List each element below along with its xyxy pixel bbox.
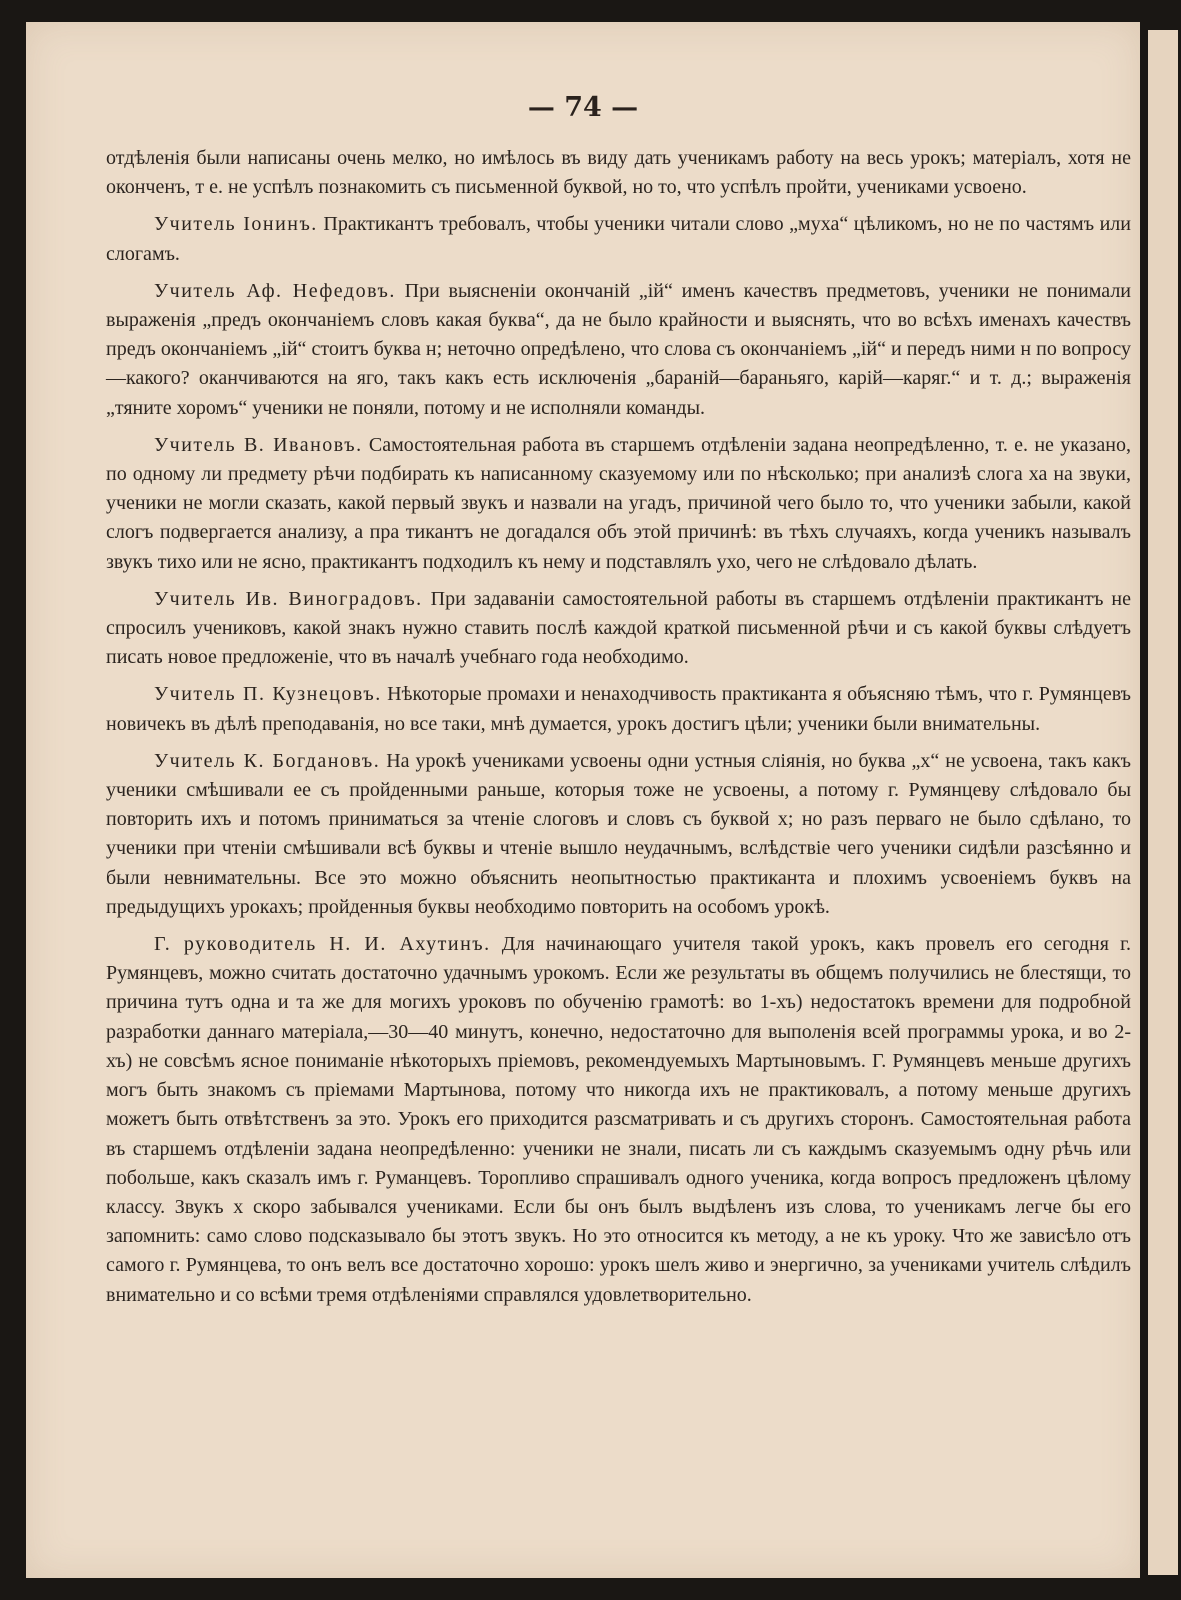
paragraph-2 <box>106 277 1131 423</box>
paragraph-6 <box>106 747 1131 922</box>
paragraph-5 <box>106 680 1131 738</box>
speaker-bogdanov: Учитель К. Богдановъ. <box>154 749 381 772</box>
book-page <box>26 22 1140 1578</box>
speaker-vinogradov: Учитель Ив. Виноградовъ. <box>154 587 423 610</box>
page-number: — 74 — <box>527 92 639 123</box>
paragraph-4-text: При задаваніи самостоятельной работы въ старшемъ отдѣленіи практикантъ не спросилъ учениковъ, какой знакъ нужно ставить послѣ каждой краткой письменной рѣчи и съ какой буквы слѣдуетъ писать новое предложеніе, что въ началѣ учебнаго года необходимо. <box>106 587 1131 669</box>
paragraph-0-text: отдѣленія были написаны очень мелко, но имѣлось въ виду дать ученикамъ работу на весь урокъ; матеріалъ, хотя не оконченъ, т е. не успѣлъ познакомить съ письменной буквой, но то, что успѣлъ пройти, учениками усвоено. <box>106 147 1131 199</box>
paragraph-6-text: На урокѣ учениками усвоены одни устныя слiянія, но буква „х“ не усвоена, такъ какъ ученики смѣшивали ее съ пройденными раньше, которыя тоже не усвоены, а потому г. Румянцеву слѣдовало бы повторить ихъ и потомъ приниматься за чтеніе слоговъ и словъ съ буквой х; но разъ перваго не было сдѣлано, то ученики при чтеніи смѣшивали всѣ буквы и чтеніе вышло неудачнымъ, вслѣдствіе чего ученики сидѣли разсѣянно и были невнимательны. Все это можно объяснить неопытностью практиканта и плохимъ усвоеніемъ буквъ на предыдущихъ урокахъ; пройденныя буквы необходимо повторить на особомъ урокѣ. <box>106 749 1132 918</box>
paragraph-3 <box>106 431 1131 577</box>
next-page-edge <box>1148 30 1178 1575</box>
speaker-ionin: Учитель Іонинъ. <box>154 213 318 236</box>
paragraph-7 <box>106 930 1131 1310</box>
speaker-ivanov: Учитель В. Ивановъ. <box>154 433 363 456</box>
paragraph-5-text: Нѣкоторые промахи и ненаходчивость практиканта я объясняю тѣмъ, что г. Румянцевъ новичекъ въ дѣлѣ преподаванія, но все таки, мнѣ думается, урокъ достигъ цѣли; ученики были внимательны. <box>106 683 1132 735</box>
speaker-akhutin: Г. руководитель Н. И. Ахутинъ. <box>154 933 491 956</box>
paragraph-3-text: Самостоятельная работа въ старшемъ отдѣленіи задана неопредѣленно, т. е. не указано, по одному ли предмету рѣчи подбирать къ написанному сказуемому или по нѣсколько; при анализѣ слога ха на звуки, ученики не могли сказать, какой первый звукъ и назвали на угадъ, причиной чего было то, что ученики забыли, какой слогъ подвергается анализу, а пра тикантъ не догадался объ этой причинѣ: въ тѣхъ случаяхъ, когда ученикъ называлъ звукъ тихо или не ясно, практикантъ подходилъ къ нему и подставлялъ ухо, чего не слѣдовало дѣлать. <box>106 433 1132 573</box>
speaker-kuznetsov: Учитель П. Кузнецовъ. <box>154 683 382 706</box>
speaker-nefedov: Учитель Аф. Нефедовъ. <box>154 279 396 302</box>
paragraph-4 <box>106 585 1131 673</box>
paragraph-1 <box>106 210 1131 268</box>
paragraph-2-text: При выясненіи окончаній „ій“ именъ качествъ предметовъ, ученики не понимали выраженія „предъ окончаніемъ словъ какая буква“, да не было крайности и выяснять, что во всѣхъ именахъ качествъ предъ окончаніемъ „ій“ стоитъ буква н; неточно опредѣлено, что слова съ окончаніемъ „ій“ и передъ ними н по вопросу—какого? оканчиваются на яго, такъ какъ есть исключенія „бараній—бараньяго, карій—каряг.“ и т. д.; выраженія „тяните хоромъ“ ученики не поняли, потому и не исполняли команды. <box>106 279 1131 419</box>
paragraph-7-text: Для начинающаго учителя такой урокъ, какъ провелъ его сегодня г. Румянцевъ, можно считать достаточно удачнымъ урокомъ. Если же результаты въ общемъ получились не блестящи, то причина тутъ одна и та же для могихъ уроковъ по обученію грамотѣ: во 1-хъ) недостатокъ времени для подробной разработки даннаго матеріала,—30—40 минутъ, конечно, недостаточно для выполенія всей программы урока, и во 2-хъ) не совсѣмъ ясное пониманіе нѣкоторыхъ пріемовъ, рекомендуемыхъ Мартыновымъ. Г. Румянцевъ меньше другихъ могъ быть знакомъ съ пріемами Мартынова, потому что никогда ихъ не практиковалъ, а потому меньше другихъ можетъ быть отвѣтственъ за это. Урокъ его приходится разсматривать и съ другихъ сторонъ. Самостоятельная работа въ старшемъ отдѣленіи задана неопредѣленно: ученики не знали, писать ли съ каждымъ сказуемымъ одну рѣчь или побольше, какъ сказалъ имъ г. Руманцевъ. Торопливо спрашивалъ одного ученика, когда вопросъ предложенъ цѣлому классу. Звукъ х скоро забывался учениками. Если бы онъ былъ выдѣленъ изъ слова, то ученикамъ легче бы его запомнить: само слово подсказывало бы этотъ звукъ. Но это относится къ методу, а не къ уроку. Что же зависѣло отъ самого г. Румянцева, то онъ велъ все достаточно хорошо: урокъ шелъ живо и энергично, за учениками учитель слѣдилъ внимательно и со всѣми тремя отдѣленіями справлялся удовлетворительно. <box>106 933 1132 1306</box>
paragraph-1-text: Практикантъ требовалъ, чтобы ученики читали слово „муха“ цѣликомъ, но не по частямъ или слогамъ. <box>106 213 1131 265</box>
body-text <box>106 144 1131 1318</box>
paragraph-0 <box>106 144 1131 202</box>
